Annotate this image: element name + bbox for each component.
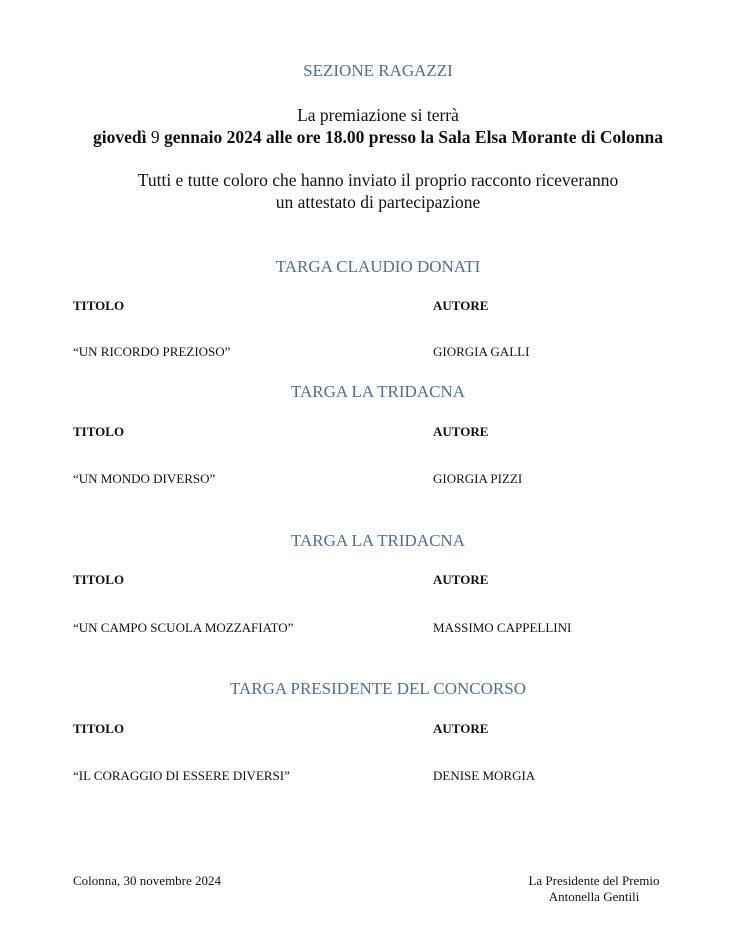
intro-line: La premiazione si terrà: [297, 105, 459, 125]
award-heading: TARGA LA TRIDACNA: [290, 382, 465, 401]
award-author: GIORGIA PIZZI: [433, 471, 523, 486]
award-work-title: “UN CAMPO SCUOLA MOZZAFIATO”: [73, 620, 294, 635]
title-column-label: TITOLO: [73, 298, 125, 313]
title-column-label: TITOLO: [73, 721, 125, 736]
award-heading: TARGA CLAUDIO DONATI: [275, 257, 481, 276]
signature-block: [500, 873, 688, 905]
award-work-title: “UN RICORDO PREZIOSO”: [73, 344, 231, 359]
event-date-prefix: giovedì: [92, 127, 151, 147]
author-column-label: AUTORE: [433, 424, 489, 439]
title-column-label: TITOLO: [73, 572, 125, 587]
author-column-label: AUTORE: [433, 721, 489, 736]
place-and-date: Colonna, 30 novembre 2024: [73, 873, 222, 888]
award-heading: TARGA PRESIDENTE DEL CONCORSO: [230, 679, 526, 698]
author-column-label: AUTORE: [433, 298, 489, 313]
award-work-title: “UN MONDO DIVERSO”: [73, 471, 216, 486]
award-author: DENISE MORGIA: [433, 768, 536, 783]
participation-line-1: Tutti e tutte coloro che hanno inviato il proprio racconto riceveranno: [137, 170, 619, 190]
award-heading: TARGA LA TRIDACNA: [290, 531, 465, 550]
award-work-title: “IL CORAGGIO DI ESSERE DIVERSI”: [73, 768, 290, 783]
signature-role: La Presidente del Premio: [528, 873, 660, 888]
signature-name: Antonella Gentili: [548, 889, 640, 904]
award-author: GIORGIA GALLI: [433, 344, 530, 359]
event-date-day: 9: [150, 127, 160, 147]
event-date-line: [0, 126, 756, 148]
event-date-rest: gennaio 2024 alle ore 18.00 presso la Sala Elsa Morante di Colonna: [159, 127, 664, 147]
award-author: MASSIMO CAPPELLINI: [433, 620, 572, 635]
title-column-label: TITOLO: [73, 424, 125, 439]
section-title: SEZIONE RAGAZZI: [303, 61, 453, 80]
participation-line-2: un attestato di partecipazione: [275, 192, 481, 212]
author-column-label: AUTORE: [433, 572, 489, 587]
